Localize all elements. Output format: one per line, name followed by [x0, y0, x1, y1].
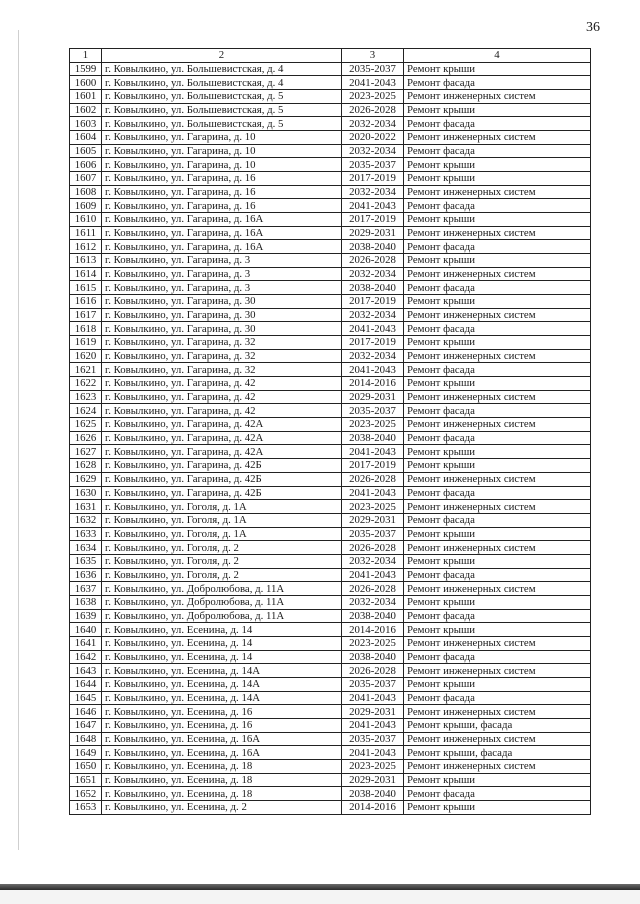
row-period: 2029-2031	[342, 226, 404, 240]
row-period: 2029-2031	[342, 513, 404, 527]
row-number: 1601	[70, 90, 102, 104]
row-period: 2014-2016	[342, 800, 404, 814]
table-row	[70, 377, 591, 391]
row-period: 2029-2031	[342, 773, 404, 787]
row-work-type: Ремонт крыши	[404, 773, 591, 787]
row-period: 2017-2019	[342, 172, 404, 186]
row-work-type: Ремонт фасада	[404, 787, 591, 801]
table-row	[70, 636, 591, 650]
row-period: 2026-2028	[342, 254, 404, 268]
row-work-type: Ремонт инженерных систем	[404, 185, 591, 199]
row-number: 1628	[70, 459, 102, 473]
row-period: 2038-2040	[342, 650, 404, 664]
row-number: 1638	[70, 595, 102, 609]
row-period: 2038-2040	[342, 787, 404, 801]
table-row	[70, 281, 591, 295]
table-row	[70, 76, 591, 90]
row-address: г. Ковылкино, ул. Гагарина, д. 42Б	[102, 486, 342, 500]
row-period: 2017-2019	[342, 459, 404, 473]
row-address: г. Ковылкино, ул. Есенина, д. 16А	[102, 746, 342, 760]
row-period: 2017-2019	[342, 336, 404, 350]
row-address: г. Ковылкино, ул. Добролюбова, д. 11А	[102, 609, 342, 623]
table-row	[70, 472, 591, 486]
row-work-type: Ремонт крыши	[404, 158, 591, 172]
row-work-type: Ремонт крыши	[404, 213, 591, 227]
row-work-type: Ремонт фасада	[404, 117, 591, 131]
row-number: 1627	[70, 445, 102, 459]
row-period: 2032-2034	[342, 185, 404, 199]
row-work-type: Ремонт инженерных систем	[404, 131, 591, 145]
row-number: 1602	[70, 103, 102, 117]
row-number: 1633	[70, 527, 102, 541]
row-number: 1631	[70, 500, 102, 514]
row-address: г. Ковылкино, ул. Есенина, д. 14	[102, 650, 342, 664]
row-work-type: Ремонт крыши	[404, 527, 591, 541]
table-row	[70, 541, 591, 555]
row-address: г. Ковылкино, ул. Есенина, д. 18	[102, 773, 342, 787]
header-col-4: 4	[404, 49, 591, 63]
table-row	[70, 691, 591, 705]
table-row	[70, 431, 591, 445]
row-address: г. Ковылкино, ул. Гоголя, д. 1А	[102, 513, 342, 527]
row-address: г. Ковылкино, ул. Гагарина, д. 16А	[102, 240, 342, 254]
row-period: 2023-2025	[342, 636, 404, 650]
row-work-type: Ремонт крыши	[404, 623, 591, 637]
row-period: 2038-2040	[342, 240, 404, 254]
table-row	[70, 486, 591, 500]
row-period: 2035-2037	[342, 62, 404, 76]
row-period: 2041-2043	[342, 691, 404, 705]
row-period: 2035-2037	[342, 527, 404, 541]
row-number: 1624	[70, 404, 102, 418]
row-address: г. Ковылкино, ул. Гагарина, д. 3	[102, 267, 342, 281]
table-row	[70, 199, 591, 213]
row-number: 1615	[70, 281, 102, 295]
row-work-type: Ремонт крыши	[404, 103, 591, 117]
row-number: 1603	[70, 117, 102, 131]
row-work-type: Ремонт инженерных систем	[404, 636, 591, 650]
row-work-type: Ремонт инженерных систем	[404, 541, 591, 555]
row-work-type: Ремонт фасада	[404, 199, 591, 213]
row-period: 2020-2022	[342, 131, 404, 145]
row-work-type: Ремонт фасада	[404, 431, 591, 445]
table-row	[70, 240, 591, 254]
row-period: 2032-2034	[342, 554, 404, 568]
table-row	[70, 117, 591, 131]
row-address: г. Ковылкино, ул. Гагарина, д. 16А	[102, 213, 342, 227]
row-period: 2038-2040	[342, 609, 404, 623]
row-address: г. Ковылкино, ул. Гагарина, д. 32	[102, 336, 342, 350]
table-header-row	[70, 49, 591, 63]
row-work-type: Ремонт фасада	[404, 513, 591, 527]
row-period: 2023-2025	[342, 418, 404, 432]
row-number: 1618	[70, 322, 102, 336]
row-period: 2038-2040	[342, 281, 404, 295]
row-period: 2023-2025	[342, 90, 404, 104]
row-period: 2038-2040	[342, 431, 404, 445]
row-period: 2041-2043	[342, 76, 404, 90]
row-number: 1645	[70, 691, 102, 705]
row-number: 1629	[70, 472, 102, 486]
table-row	[70, 527, 591, 541]
table-row	[70, 445, 591, 459]
row-work-type: Ремонт инженерных систем	[404, 267, 591, 281]
row-number: 1621	[70, 363, 102, 377]
row-address: г. Ковылкино, ул. Гагарина, д. 42Б	[102, 472, 342, 486]
row-period: 2023-2025	[342, 500, 404, 514]
row-address: г. Ковылкино, ул. Гоголя, д. 2	[102, 568, 342, 582]
repair-schedule-table	[69, 48, 591, 815]
table-row	[70, 308, 591, 322]
row-address: г. Ковылкино, ул. Гагарина, д. 16	[102, 199, 342, 213]
row-work-type: Ремонт крыши	[404, 595, 591, 609]
row-number: 1637	[70, 582, 102, 596]
row-period: 2017-2019	[342, 213, 404, 227]
row-number: 1640	[70, 623, 102, 637]
row-work-type: Ремонт крыши	[404, 800, 591, 814]
table-row	[70, 623, 591, 637]
row-address: г. Ковылкино, ул. Гагарина, д. 3	[102, 254, 342, 268]
row-number: 1617	[70, 308, 102, 322]
table-row	[70, 267, 591, 281]
row-address: г. Ковылкино, ул. Гагарина, д. 10	[102, 131, 342, 145]
row-address: г. Ковылкино, ул. Есенина, д. 14А	[102, 677, 342, 691]
row-work-type: Ремонт фасада	[404, 322, 591, 336]
row-number: 1647	[70, 718, 102, 732]
row-address: г. Ковылкино, ул. Большевистская, д. 5	[102, 90, 342, 104]
table-row	[70, 131, 591, 145]
row-period: 2041-2043	[342, 486, 404, 500]
table-row	[70, 746, 591, 760]
table-row	[70, 800, 591, 814]
row-number: 1650	[70, 759, 102, 773]
row-address: г. Ковылкино, ул. Добролюбова, д. 11А	[102, 582, 342, 596]
table-row	[70, 418, 591, 432]
table-row	[70, 459, 591, 473]
table-row	[70, 295, 591, 309]
row-number: 1651	[70, 773, 102, 787]
row-number: 1609	[70, 199, 102, 213]
row-number: 1625	[70, 418, 102, 432]
row-number: 1620	[70, 349, 102, 363]
row-period: 2026-2028	[342, 103, 404, 117]
row-period: 2032-2034	[342, 267, 404, 281]
table-row	[70, 349, 591, 363]
row-period: 2035-2037	[342, 158, 404, 172]
table-row	[70, 513, 591, 527]
table-row	[70, 185, 591, 199]
row-address: г. Ковылкино, ул. Гагарина, д. 32	[102, 349, 342, 363]
row-address: г. Ковылкино, ул. Гагарина, д. 42А	[102, 431, 342, 445]
table-row	[70, 103, 591, 117]
row-work-type: Ремонт крыши	[404, 62, 591, 76]
row-number: 1605	[70, 144, 102, 158]
row-period: 2032-2034	[342, 308, 404, 322]
row-address: г. Ковылкино, ул. Большевистская, д. 4	[102, 62, 342, 76]
row-address: г. Ковылкино, ул. Есенина, д. 18	[102, 787, 342, 801]
row-number: 1641	[70, 636, 102, 650]
row-period: 2032-2034	[342, 349, 404, 363]
row-number: 1604	[70, 131, 102, 145]
table-row	[70, 363, 591, 377]
row-number: 1623	[70, 390, 102, 404]
row-work-type: Ремонт инженерных систем	[404, 759, 591, 773]
row-period: 2032-2034	[342, 595, 404, 609]
row-period: 2023-2025	[342, 759, 404, 773]
row-number: 1616	[70, 295, 102, 309]
row-number: 1619	[70, 336, 102, 350]
row-work-type: Ремонт фасада	[404, 404, 591, 418]
row-number: 1632	[70, 513, 102, 527]
row-period: 2029-2031	[342, 390, 404, 404]
table-row	[70, 336, 591, 350]
row-period: 2035-2037	[342, 404, 404, 418]
row-work-type: Ремонт инженерных систем	[404, 90, 591, 104]
row-period: 2026-2028	[342, 582, 404, 596]
row-work-type: Ремонт фасада	[404, 691, 591, 705]
row-period: 2032-2034	[342, 144, 404, 158]
row-number: 1608	[70, 185, 102, 199]
row-address: г. Ковылкино, ул. Есенина, д. 14А	[102, 664, 342, 678]
row-number: 1635	[70, 554, 102, 568]
table-row	[70, 677, 591, 691]
row-work-type: Ремонт фасада	[404, 76, 591, 90]
table-row	[70, 664, 591, 678]
row-work-type: Ремонт инженерных систем	[404, 226, 591, 240]
row-number: 1643	[70, 664, 102, 678]
row-work-type: Ремонт инженерных систем	[404, 308, 591, 322]
row-address: г. Ковылкино, ул. Гагарина, д. 30	[102, 308, 342, 322]
row-address: г. Ковылкино, ул. Большевистская, д. 5	[102, 117, 342, 131]
row-work-type: Ремонт крыши	[404, 336, 591, 350]
row-address: г. Ковылкино, ул. Гагарина, д. 42	[102, 377, 342, 391]
row-number: 1642	[70, 650, 102, 664]
table-row	[70, 773, 591, 787]
row-address: г. Ковылкино, ул. Гоголя, д. 2	[102, 554, 342, 568]
row-work-type: Ремонт крыши	[404, 677, 591, 691]
row-address: г. Ковылкино, ул. Гагарина, д. 42	[102, 390, 342, 404]
row-address: г. Ковылкино, ул. Гагарина, д. 42А	[102, 418, 342, 432]
table-row	[70, 718, 591, 732]
header-col-3: 3	[342, 49, 404, 63]
table-row	[70, 554, 591, 568]
row-period: 2017-2019	[342, 295, 404, 309]
row-address: г. Ковылкино, ул. Есенина, д. 16А	[102, 732, 342, 746]
row-number: 1626	[70, 431, 102, 445]
row-period: 2014-2016	[342, 623, 404, 637]
row-address: г. Ковылкино, ул. Большевистская, д. 4	[102, 76, 342, 90]
row-period: 2029-2031	[342, 705, 404, 719]
row-work-type: Ремонт инженерных систем	[404, 349, 591, 363]
row-number: 1648	[70, 732, 102, 746]
row-work-type: Ремонт инженерных систем	[404, 390, 591, 404]
table-row	[70, 158, 591, 172]
row-address: г. Ковылкино, ул. Гагарина, д. 16А	[102, 226, 342, 240]
table-row	[70, 759, 591, 773]
row-period: 2041-2043	[342, 199, 404, 213]
row-work-type: Ремонт инженерных систем	[404, 732, 591, 746]
row-address: г. Ковылкино, ул. Гагарина, д. 10	[102, 158, 342, 172]
table-row	[70, 732, 591, 746]
row-period: 2035-2037	[342, 732, 404, 746]
table-row	[70, 787, 591, 801]
row-number: 1630	[70, 486, 102, 500]
table-row	[70, 322, 591, 336]
row-address: г. Ковылкино, ул. Есенина, д. 16	[102, 718, 342, 732]
row-number: 1639	[70, 609, 102, 623]
table-row	[70, 172, 591, 186]
row-work-type: Ремонт фасада	[404, 363, 591, 377]
row-period: 2026-2028	[342, 472, 404, 486]
row-address: г. Ковылкино, ул. Гагарина, д. 16	[102, 185, 342, 199]
row-number: 1644	[70, 677, 102, 691]
table-row	[70, 62, 591, 76]
row-number: 1611	[70, 226, 102, 240]
row-work-type: Ремонт фасада	[404, 609, 591, 623]
row-address: г. Ковылкино, ул. Гагарина, д. 42А	[102, 445, 342, 459]
row-address: г. Ковылкино, ул. Гагарина, д. 3	[102, 281, 342, 295]
row-number: 1636	[70, 568, 102, 582]
row-work-type: Ремонт крыши, фасада	[404, 746, 591, 760]
row-address: г. Ковылкино, ул. Гоголя, д. 2	[102, 541, 342, 555]
table-row	[70, 568, 591, 582]
row-address: г. Ковылкино, ул. Есенина, д. 18	[102, 759, 342, 773]
row-work-type: Ремонт фасада	[404, 486, 591, 500]
row-period: 2035-2037	[342, 677, 404, 691]
row-address: г. Ковылкино, ул. Гагарина, д. 42Б	[102, 459, 342, 473]
row-number: 1634	[70, 541, 102, 555]
row-period: 2014-2016	[342, 377, 404, 391]
row-work-type: Ремонт инженерных систем	[404, 418, 591, 432]
row-period: 2026-2028	[342, 664, 404, 678]
table-row	[70, 595, 591, 609]
row-period: 2041-2043	[342, 746, 404, 760]
row-number: 1613	[70, 254, 102, 268]
row-number: 1612	[70, 240, 102, 254]
row-work-type: Ремонт крыши	[404, 554, 591, 568]
row-work-type: Ремонт инженерных систем	[404, 500, 591, 514]
row-period: 2041-2043	[342, 363, 404, 377]
row-period: 2032-2034	[342, 117, 404, 131]
row-work-type: Ремонт крыши	[404, 459, 591, 473]
row-address: г. Ковылкино, ул. Гагарина, д. 10	[102, 144, 342, 158]
page-number: 36	[586, 20, 600, 35]
row-work-type: Ремонт фасада	[404, 281, 591, 295]
row-work-type: Ремонт фасада	[404, 568, 591, 582]
table-row	[70, 90, 591, 104]
row-number: 1653	[70, 800, 102, 814]
page-edge-line	[18, 30, 19, 850]
row-address: г. Ковылкино, ул. Гагарина, д. 42	[102, 404, 342, 418]
row-number: 1646	[70, 705, 102, 719]
row-number: 1607	[70, 172, 102, 186]
row-address: г. Ковылкино, ул. Есенина, д. 14	[102, 623, 342, 637]
row-address: г. Ковылкино, ул. Есенина, д. 14	[102, 636, 342, 650]
row-work-type: Ремонт крыши, фасада	[404, 718, 591, 732]
row-number: 1599	[70, 62, 102, 76]
table-row	[70, 500, 591, 514]
row-address: г. Ковылкино, ул. Гоголя, д. 1А	[102, 500, 342, 514]
table-row	[70, 254, 591, 268]
row-address: г. Ковылкино, ул. Есенина, д. 16	[102, 705, 342, 719]
row-number: 1622	[70, 377, 102, 391]
table-row	[70, 404, 591, 418]
row-address: г. Ковылкино, ул. Гагарина, д. 32	[102, 363, 342, 377]
table-row	[70, 705, 591, 719]
row-work-type: Ремонт инженерных систем	[404, 472, 591, 486]
row-work-type: Ремонт крыши	[404, 445, 591, 459]
table-row	[70, 390, 591, 404]
row-address: г. Ковылкино, ул. Есенина, д. 14А	[102, 691, 342, 705]
row-number: 1610	[70, 213, 102, 227]
row-address: г. Ковылкино, ул. Гоголя, д. 1А	[102, 527, 342, 541]
row-number: 1649	[70, 746, 102, 760]
row-work-type: Ремонт крыши	[404, 254, 591, 268]
table-row	[70, 609, 591, 623]
table-row	[70, 582, 591, 596]
row-address: г. Ковылкино, ул. Гагарина, д. 30	[102, 295, 342, 309]
row-number: 1614	[70, 267, 102, 281]
row-period: 2026-2028	[342, 541, 404, 555]
row-work-type: Ремонт инженерных систем	[404, 582, 591, 596]
row-work-type: Ремонт фасада	[404, 650, 591, 664]
row-address: г. Ковылкино, ул. Есенина, д. 2	[102, 800, 342, 814]
row-address: г. Ковылкино, ул. Добролюбова, д. 11А	[102, 595, 342, 609]
row-number: 1652	[70, 787, 102, 801]
row-number: 1600	[70, 76, 102, 90]
header-col-2: 2	[102, 49, 342, 63]
table-row	[70, 213, 591, 227]
row-address: г. Ковылкино, ул. Гагарина, д. 30	[102, 322, 342, 336]
row-work-type: Ремонт фасада	[404, 144, 591, 158]
row-period: 2041-2043	[342, 322, 404, 336]
row-number: 1606	[70, 158, 102, 172]
row-work-type: Ремонт крыши	[404, 172, 591, 186]
row-address: г. Ковылкино, ул. Большевистская, д. 5	[102, 103, 342, 117]
row-work-type: Ремонт фасада	[404, 240, 591, 254]
header-col-1: 1	[70, 49, 102, 63]
row-period: 2041-2043	[342, 718, 404, 732]
row-period: 2041-2043	[342, 445, 404, 459]
row-period: 2041-2043	[342, 568, 404, 582]
table-row	[70, 226, 591, 240]
scan-margin	[0, 890, 640, 904]
table-row	[70, 144, 591, 158]
row-address: г. Ковылкино, ул. Гагарина, д. 16	[102, 172, 342, 186]
row-work-type: Ремонт крыши	[404, 377, 591, 391]
row-work-type: Ремонт инженерных систем	[404, 705, 591, 719]
row-work-type: Ремонт инженерных систем	[404, 664, 591, 678]
row-work-type: Ремонт крыши	[404, 295, 591, 309]
table-row	[70, 650, 591, 664]
